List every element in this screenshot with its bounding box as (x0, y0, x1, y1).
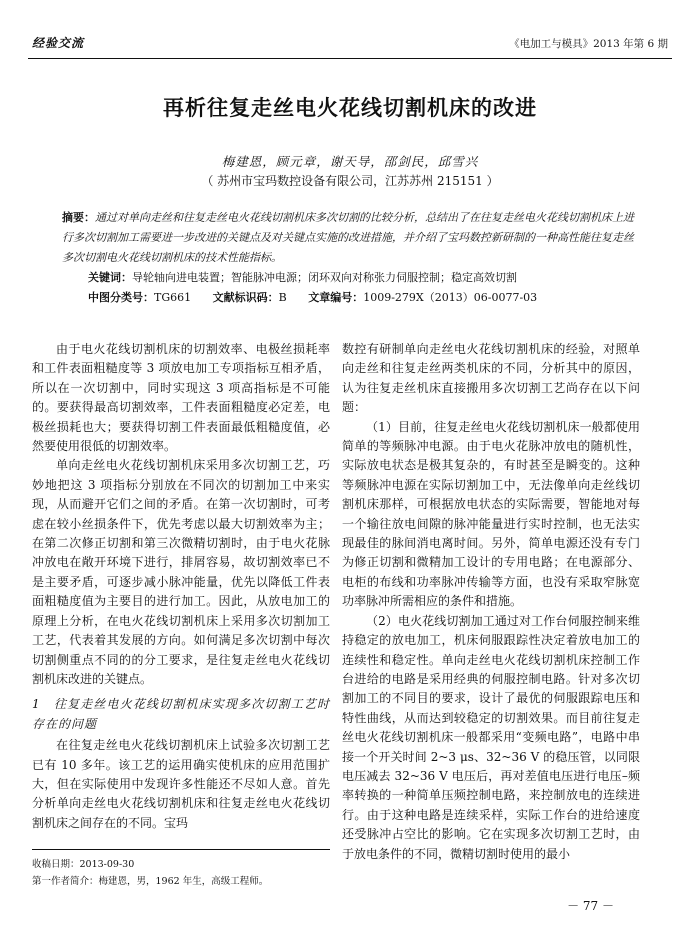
article-title: 再析往复走丝电火花线切割机床的改进 (163, 96, 537, 120)
paragraph: 由于电火花线切割机床的切割效率、电极丝损耗率和工件表面粗糙度等 3 项放电加工专项指标互相矛盾，所以在一次切割中，同时实现这 3 项高指标是不可能的。要获得最高切割效率，工件表面粗糙度必定差，电极丝损耗也大；要获得切割工件表面最低粗糙度值，必然要使用很低的切割效率。 (32, 342, 330, 454)
page-number: － 77 － (567, 899, 614, 913)
left-column (32, 340, 330, 833)
doc-code-label: 文献标识码： (212, 291, 279, 304)
keywords-label: 关键词： (88, 271, 132, 284)
keywords-text: 导轮轴向进电装置；智能脉冲电源；闭环双向对称张力伺服控制；稳定高效切割 (132, 271, 517, 284)
abstract-text: 通过对单向走丝和往复走丝电火花线切割机床多次切割的比较分析，总结出了在往复走丝电火花线切割机床上进行多次切割加工需要进一步改进的关键点及对关键点实施的改进措施，并介绍了宝玛数控新研制的一种高性能往复走丝多次切割电火花线切割机床的技术性能指标。 (62, 211, 634, 264)
section-name: 经验交流 (32, 36, 85, 50)
article-number-value: 1009-279X（2013）06-0077-03 (363, 291, 538, 304)
paragraph: （2）电火花线切割加工通过对工作台伺服控制来维持稳定的放电加工，机床伺服跟踪性决定着放电加工的连续性和稳定性。单向走丝电火花线切割机床控制工作台进给的电路是采用经典的伺服控制电路。针对多次切割加工的不同目的要求，设计了最优的伺服跟踪电压和特性曲线，从而达到较稳定的切割效果。而目前往复走丝电火花线切割机床一般都采用“变频电路”，电路中串接一个开关时间 2~3 μs、32~36 V 的稳压管，以同限电压减去 32~36 V 电压后，再对差值电压进行电压–频率转换的一种简单压频控制电路，来控制放电的连续进行。由于这种电路是连续采样，实际工作台的进给速度还受脉冲占空比的影响。它在实现多次切割工艺时，由于放电条件的不同，微精切割时使用的最小 (342, 613, 640, 861)
header-rule (28, 58, 672, 59)
article-number-label: 文章编号： (308, 291, 364, 304)
affiliation: （ 苏州市宝玛数控设备有限公司，江苏苏州 215151 ） (201, 174, 499, 188)
right-column (342, 340, 640, 864)
clc-label: 中图分类号： (88, 291, 154, 304)
author-bio: 第一作者简介：梅建恩，男，1962 年生，高级工程师。 (32, 876, 269, 887)
paragraph: 在往复走丝电火花线切割机床上试验多次切割工艺已有 10 多年。该工艺的运用确实使机床的应用范围扩大，但在实际使用中发现许多性能还不尽如人意。首先分析单向走丝电火花线切割机床和往复走丝电火花线切割机床之间存在的不同。宝玛 (32, 738, 330, 830)
section-heading: 1 往复走丝电火花线切割机床实现多次切割工艺时存在的问题 (32, 697, 330, 731)
paragraph: 单向走丝电火花线切割机床采用多次切割工艺，巧妙地把这 3 项指标分别放在不同次的切割加工中来实现，从而避开它们之间的矛盾。在第一次切割时，可考虑在较小丝损条件下，优先考虑以最大切割效率为主；在第二次修正切割和第三次微精切割时，由于电火花脉冲放电在敞开环境下进行，排屑容易，故切割效率已不是主要矛盾，可逐步减小脉冲能量，优先以降低工件表面粗糙度值为主要目的进行加工。因此，从放电加工的原理上分析，在电火花线切割机床上采用多次切割加工工艺，代表着其发展的方向。如何满足多次切割中每次切割侧重点不同的的分工要求，是往复走丝电火花线切割机床改进的关键点。 (32, 458, 330, 686)
footnote (32, 849, 330, 890)
paragraph: 数控有研制单向走丝电火花线切割机床的经验，对照单向走丝和往复走丝两类机床的不同，分析其中的原因，认为往复走丝机床直接搬用多次切割工艺尚存在以下问题： (342, 342, 640, 415)
abstract (62, 208, 638, 268)
running-header (28, 34, 672, 54)
paragraph: （1）目前，往复走丝电火花线切割机床一般都使用简单的等频脉冲电源。由于电火花脉冲放电的随机性，实际放电状态是极其复杂的，有时甚至是瞬变的。这种等频脉冲电源在实际切割加工中，无法像单向走丝线切割机床那样，可根据放电状态的实际需要，智能地对每一个输往放电间隙的脉冲能量进行实时控制，也无法实现最佳的脉间消电离时间。另外，简单电源还没有专门为修正切割和微精加工设计的专用电路；在电源部分、电柜的布线和功率脉冲传输等方面，也没有采取窄脉宽功率脉冲所需相应的条件和措施。 (342, 419, 640, 609)
doc-code-value: B (278, 291, 287, 304)
clc-value: TG661 (154, 291, 192, 304)
keywords (88, 269, 638, 285)
received-date: 收稿日期：2013-09-30 (32, 859, 135, 870)
classification-line (88, 289, 660, 305)
authors: 梅建恩，顾元章，谢天导，邵剑民，邱雪兴 (221, 154, 479, 169)
journal-issue: 《电加工与模具》2013 年第 6 期 (509, 38, 668, 50)
abstract-label: 摘要： (62, 211, 95, 224)
